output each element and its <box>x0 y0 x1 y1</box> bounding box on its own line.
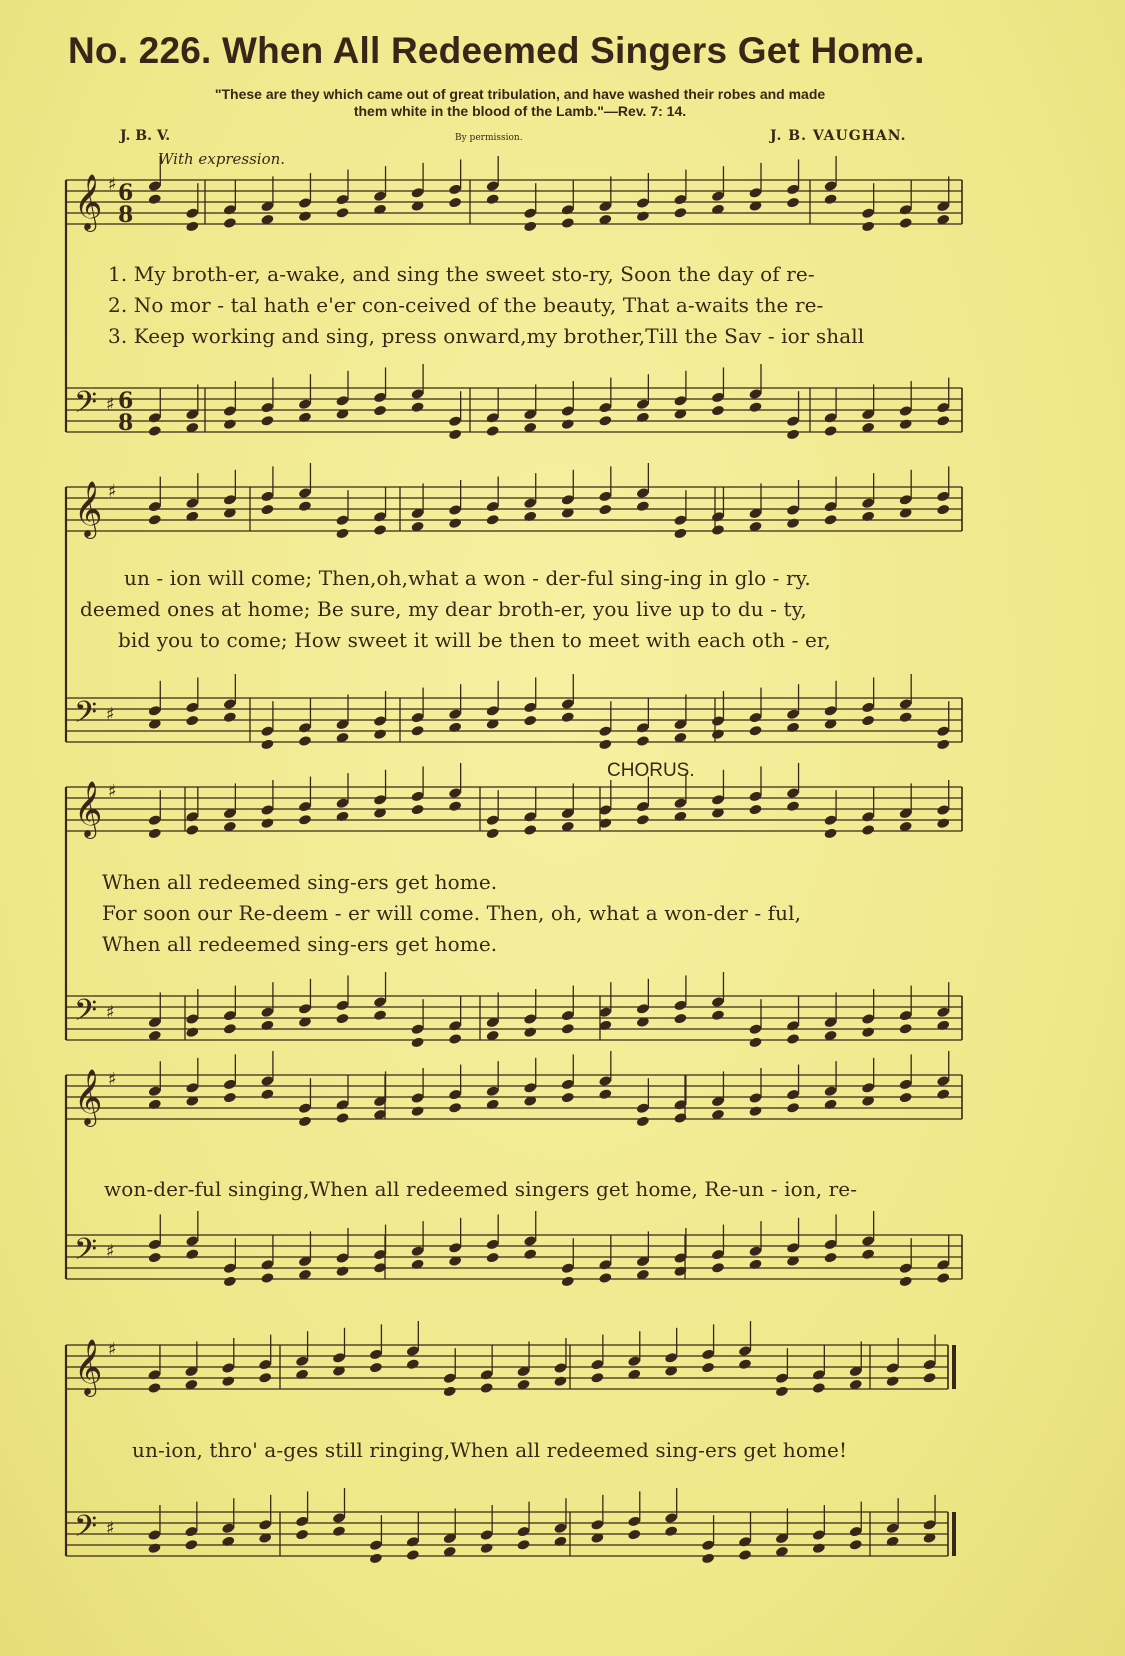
note-head <box>480 1382 494 1394</box>
note-head <box>523 1026 537 1038</box>
note-head <box>561 711 575 723</box>
note-head <box>786 197 800 209</box>
note-head <box>523 1248 537 1260</box>
note-head <box>486 827 500 839</box>
note-head <box>899 1023 913 1035</box>
note-head <box>824 827 838 839</box>
note-head <box>223 1023 237 1035</box>
lyricist-credit: J. B. V. <box>120 128 171 144</box>
key-sharp-icon: ♯ <box>106 1002 115 1023</box>
note-head <box>523 715 537 727</box>
bass-clef-icon: 𝄢 <box>74 696 98 737</box>
note-head <box>373 405 387 417</box>
note-head <box>812 1382 826 1394</box>
note-head <box>448 1033 462 1045</box>
note-head <box>448 428 462 440</box>
note-head <box>223 418 237 430</box>
note-head <box>936 817 950 829</box>
tempo-marking: With expression. <box>158 150 286 168</box>
note-head <box>260 415 274 427</box>
note-head <box>561 418 575 430</box>
lyric-s1-verse2: 2. No mor - tal hath e'er con-ceived of the beauty, That a-waits the re- <box>108 293 824 317</box>
note-head <box>861 1248 875 1260</box>
note-head <box>936 415 950 427</box>
note-head <box>673 207 687 219</box>
note-head <box>886 1375 900 1387</box>
note-head <box>861 824 875 836</box>
note-head <box>369 1362 383 1374</box>
note-head <box>786 1033 800 1045</box>
note-head <box>738 1549 752 1561</box>
note-head <box>861 715 875 727</box>
note-head <box>824 514 838 526</box>
note-head <box>936 1272 950 1284</box>
treble-clef-icon: 𝄞 <box>74 481 103 537</box>
time-signature-bottom: 8 <box>118 202 134 228</box>
note-head <box>523 220 537 232</box>
note-head <box>148 193 162 205</box>
note-head <box>812 1542 826 1554</box>
bass-clef-icon: 𝄢 <box>74 1233 98 1274</box>
note-head <box>561 1092 575 1104</box>
note-head <box>561 1275 575 1287</box>
note-head <box>411 1105 425 1117</box>
note-head <box>598 738 612 750</box>
note-head <box>185 824 199 836</box>
note-head <box>406 1549 420 1561</box>
note-head <box>332 1525 346 1537</box>
lyric-s4: won-der-ful singing,When all redeemed singers get home, Re-un - ion, re- <box>104 1177 858 1201</box>
note-head <box>448 517 462 529</box>
key-sharp-icon: ♯ <box>108 481 117 502</box>
note-head <box>486 1252 500 1264</box>
note-head <box>147 1542 161 1554</box>
note-head <box>260 1272 274 1284</box>
note-head <box>486 193 500 205</box>
treble-clef-icon: 𝄞 <box>74 174 103 230</box>
lyric-s3-verse1: When all redeemed sing-ers get home. <box>102 870 498 894</box>
key-sharp-icon: ♯ <box>108 1339 117 1360</box>
note-head <box>411 1036 425 1048</box>
note-head <box>335 1265 349 1277</box>
time-signature-top: 6 <box>118 180 134 206</box>
note-head <box>598 504 612 516</box>
note-head <box>411 401 425 413</box>
lyric-s2-verse2: deemed ones at home; Be sure, my dear broth-er, you live up to du - ty, <box>80 597 807 621</box>
note-head <box>258 1372 272 1384</box>
note-head <box>899 1275 913 1287</box>
note-head <box>523 824 537 836</box>
note-head <box>406 1358 420 1370</box>
note-head <box>148 425 162 437</box>
note-head <box>861 220 875 232</box>
note-head <box>411 804 425 816</box>
lyric-s2-verse3: bid you to come; How sweet it will be then to meet with each oth - er, <box>118 628 831 652</box>
epigraph-line-2: them white in the blood of the Lamb."—Rev. 7: 14. <box>353 103 687 119</box>
bass-clef-icon: 𝄢 <box>74 386 98 427</box>
note-head <box>298 1115 312 1127</box>
note-head <box>448 1102 462 1114</box>
note-head <box>221 1375 235 1387</box>
note-head <box>185 715 199 727</box>
note-head <box>748 1105 762 1117</box>
note-head <box>148 827 162 839</box>
time-signature-bottom: 8 <box>118 410 134 436</box>
note-head <box>711 1262 725 1274</box>
lyric-s1-verse3: 3. Keep working and sing, press onward,my brother,Till the Sav - ior shall <box>108 324 865 348</box>
note-head <box>824 193 838 205</box>
lyric-s1-verse1: 1. My broth-er, a-wake, and sing the sweet sto-ry, Soon the day of re- <box>108 262 815 286</box>
note-head <box>486 514 500 526</box>
key-sharp-icon: ♯ <box>106 1518 115 1539</box>
note-head <box>701 1362 715 1374</box>
note-head <box>899 1092 913 1104</box>
note-head <box>185 220 199 232</box>
bass-clef-icon: 𝄢 <box>74 994 98 1035</box>
note-head <box>223 1092 237 1104</box>
note-head <box>298 814 312 826</box>
time-signature-top: 6 <box>118 388 134 414</box>
treble-clef-icon: 𝄞 <box>74 781 103 837</box>
note-head <box>486 425 500 437</box>
lyric-s3-verse2: For soon our Re-deem - er will come. Then, oh, what a won-der - ful, <box>102 901 802 925</box>
note-head <box>411 725 425 737</box>
treble-clef-icon: 𝄞 <box>74 1339 103 1395</box>
note-head <box>223 1275 237 1287</box>
note-head <box>664 1525 678 1537</box>
note-head <box>561 1023 575 1035</box>
note-head <box>335 1112 349 1124</box>
hymn-title: No. 226. When All Redeemed Singers Get Home. <box>68 30 925 71</box>
lyric-s3-verse3: When all redeemed sing-ers get home. <box>102 932 498 956</box>
key-sharp-icon: ♯ <box>108 174 117 195</box>
note-head <box>184 1539 198 1551</box>
note-head <box>786 517 800 529</box>
note-head <box>373 728 387 740</box>
note-head <box>561 217 575 229</box>
note-head <box>899 418 913 430</box>
note-head <box>899 217 913 229</box>
note-head <box>443 1385 457 1397</box>
note-head <box>516 1539 530 1551</box>
note-head <box>185 1248 199 1260</box>
note-head <box>298 500 312 512</box>
note-head <box>922 1372 936 1384</box>
note-head <box>861 1026 875 1038</box>
permission-note: By permission. <box>455 133 523 143</box>
note-head <box>775 1385 789 1397</box>
note-head <box>598 1088 612 1100</box>
note-head <box>335 1013 349 1025</box>
lyric-s2-verse1: un - ion will come; Then,oh,what a won - der-ful sing-ing in glo - ry. <box>124 566 811 590</box>
note-head <box>824 1252 838 1264</box>
note-head <box>448 800 462 812</box>
note-head <box>748 725 762 737</box>
note-head <box>899 711 913 723</box>
note-head <box>748 804 762 816</box>
note-head <box>636 814 650 826</box>
key-sharp-icon: ♯ <box>108 1069 117 1090</box>
note-head <box>936 738 950 750</box>
note-head <box>673 1013 687 1025</box>
note-head <box>295 1529 309 1541</box>
note-head <box>260 817 274 829</box>
note-head <box>553 1375 567 1387</box>
key-sharp-icon: ♯ <box>106 394 115 415</box>
note-head <box>260 504 274 516</box>
note-head <box>448 197 462 209</box>
note-head <box>335 207 349 219</box>
note-head <box>369 1552 383 1564</box>
note-head <box>636 210 650 222</box>
note-head <box>598 415 612 427</box>
treble-clef-icon: 𝄞 <box>74 1069 103 1125</box>
note-head <box>223 217 237 229</box>
note-head <box>298 210 312 222</box>
note-head <box>148 514 162 526</box>
note-head <box>373 1009 387 1021</box>
note-head <box>298 735 312 747</box>
key-sharp-icon: ♯ <box>106 704 115 725</box>
note-head <box>223 711 237 723</box>
note-head <box>260 1088 274 1100</box>
note-head <box>701 1552 715 1564</box>
note-head <box>711 728 725 740</box>
note-head <box>636 735 650 747</box>
note-head <box>748 401 762 413</box>
note-head <box>590 1372 604 1384</box>
note-head <box>738 1358 752 1370</box>
note-head <box>786 428 800 440</box>
note-head <box>711 405 725 417</box>
note-head <box>711 524 725 536</box>
note-head <box>636 500 650 512</box>
note-head <box>849 1539 863 1551</box>
key-sharp-icon: ♯ <box>108 781 117 802</box>
note-head <box>260 738 274 750</box>
note-head <box>148 1252 162 1264</box>
note-head <box>147 1382 161 1394</box>
epigraph-line-1: "These are they which came out of great tribulation, and have washed their robes and made <box>214 86 826 102</box>
note-head <box>335 527 349 539</box>
note-head <box>673 527 687 539</box>
key-sharp-icon: ♯ <box>106 1241 115 1262</box>
note-head <box>598 1272 612 1284</box>
note-head <box>936 1088 950 1100</box>
note-head <box>936 504 950 516</box>
note-head <box>480 1542 494 1554</box>
bass-clef-icon: 𝄢 <box>74 1510 98 1551</box>
note-head <box>824 425 838 437</box>
note-head <box>373 524 387 536</box>
note-head <box>748 1036 762 1048</box>
note-head <box>711 1009 725 1021</box>
composer-credit: J. B. VAUGHAN. <box>770 128 907 144</box>
note-head <box>185 1026 199 1038</box>
note-head <box>786 800 800 812</box>
lyric-s5: un-ion, thro' a-ges still ringing,When all redeemed sing-ers get home! <box>132 1438 848 1462</box>
note-head <box>786 1102 800 1114</box>
note-head <box>627 1529 641 1541</box>
note-head <box>636 1115 650 1127</box>
chorus-label: CHORUS. <box>607 760 695 781</box>
